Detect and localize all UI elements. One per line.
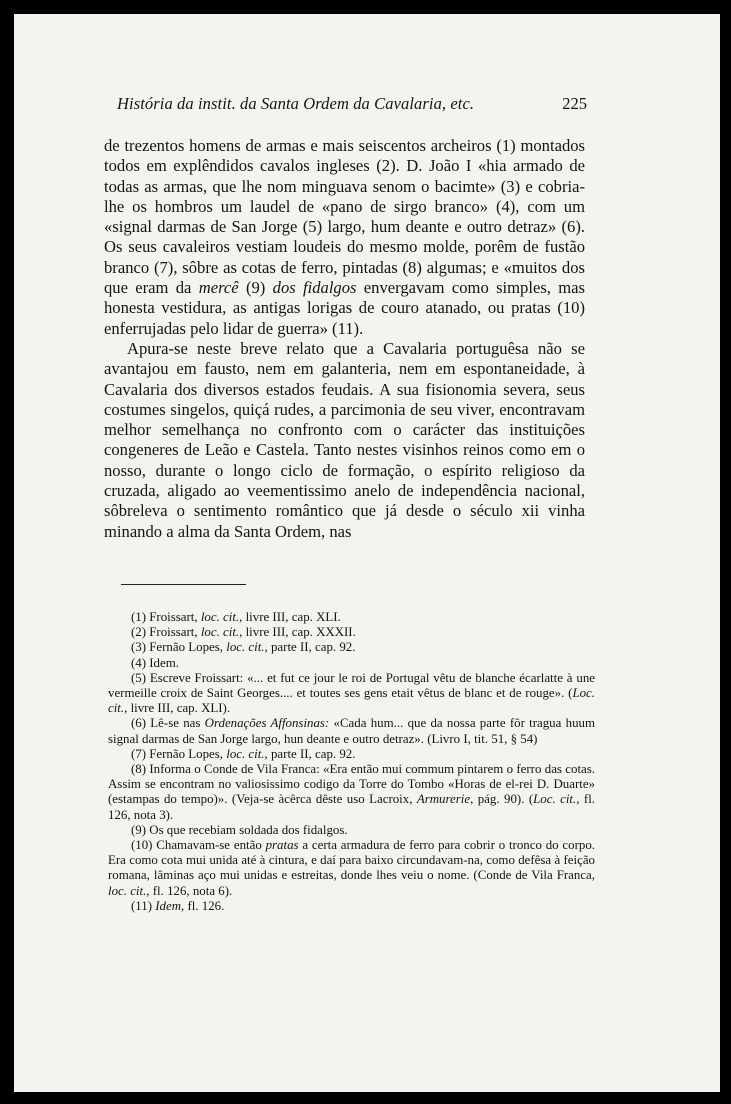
italic-text: loc. cit.,	[200, 625, 243, 640]
page-number: 225	[562, 94, 587, 113]
footnote: (8) Informa o Conde de Vila Franca: «Era então mui commum pintarem o ferro das cotas. Assim se encontram no valiosissimo codigo da Torre do Tombo «Horas de el-rei D. Duarte» (estampas do tempo)». (Veja-se àcêrca dêste uso Lacroix, Armurerie, pág. 90). (Loc. cit., fl. 126, nota 3).	[108, 762, 595, 822]
italic-text: Ordenações Affonsinas:	[204, 716, 330, 731]
main-text	[104, 136, 585, 542]
footnote-divider	[121, 584, 246, 585]
italic-text: Idem,	[155, 898, 185, 913]
footnotes	[108, 610, 595, 914]
italic-text: Loc. cit.,	[108, 686, 595, 716]
footnote: (3) Fernão Lopes, loc. cit., parte II, cap. 92.	[131, 640, 356, 655]
paragraph-1: de trezentos homens de armas e mais seiscentos archeiros (1) montados todos em explêndidos cavalos ingleses (2). D. João I «hia armado de todas as armas, que lhe nom minguava senom o bacimte» (3) e cobria-lhe os hombros um laudel de «pano de sirgo branco» (4), com um «signal darmas de San Jorge (5) largo, hum deante e outro detraz» (6). Os seus cavaleiros vestiam loudeis do mesmo molde, porêm de fustão branco (7), sôbre as cotas de ferro, pintadas (8) algumas; e «muitos dos que eram da mercê (9) dos fidalgos envergavam como simples, mas honesta vestidura, as antigas lorigas de couro atanado, ou pratas (10) enferrujadas pelo lidar de guerra» (11).	[104, 136, 585, 338]
italic-text: Loc. cit.,	[533, 792, 580, 807]
book-page	[14, 14, 720, 1092]
italic-text: loc. cit.,	[200, 610, 243, 624]
footnote: (7) Fernão Lopes, loc. cit., parte II, cap. 92.	[131, 746, 356, 761]
italic-text: Armurerie,	[416, 792, 474, 807]
italic-text: mercê	[198, 278, 239, 298]
paragraph-2: Apura-se neste breve relato que a Cavalaria portuguêsa não se avantajou em fausto, nem em galanteria, nem em espontaneidade, à Cavalaria dos diversos estados feudais. A sua fisionomia severa, seus costumes singelos, quiçá rudes, a parcimonia de seu viver, encontravam melhor semelhança no confronto com o carácter das instituições congeneres de Leão e Castela. Tanto nestes visinhos reinos como em o nosso, durante o longo ciclo de formação, o espírito religioso da cruzada, aligado ao veementissimo anelo de independência nacional, sôbreleva o sentimento romântico que já desde o século xii vinha minando a alma da Santa Ordem, nas	[104, 338, 585, 541]
footnote: (1) Froissart, loc. cit., livre III, cap. XLI.	[131, 610, 341, 624]
running-header	[117, 94, 587, 118]
footnote: (2) Froissart, loc. cit., livre III, cap. XXXII.	[131, 625, 356, 640]
footnote: (10) Chamavam-se então pratas a certa armadura de ferro para cobrir o tronco do corpo. Era como cota mui unida até à cintura, e daí para baixo circundavam-na, como defêsa à feição romana, lâminas aço mui unidas e estreitas, donde lhes veiu o nome. (Conde de Vila Franca, loc. cit., fl. 126, nota 6).	[108, 838, 596, 898]
footnote: (4) Idem.	[131, 655, 179, 670]
italic-text: loc. cit.,	[108, 883, 150, 898]
italic-text: loc. cit.,	[226, 746, 268, 761]
footnote: (6) Lê-se nas Ordenações Affonsinas: «Cada hum... que da nossa parte fôr tragua huum signal darmas de San Jorge largo, hun deante e outro detraz». (Livro I, tit. 51, § 54)	[108, 716, 595, 746]
italic-text: loc. cit.,	[226, 640, 268, 655]
footnote: (9) Os que recebiam soldada dos fidalgos.	[131, 822, 348, 837]
running-title: História da instit. da Santa Ordem da Cavalaria, etc.	[117, 94, 475, 113]
italic-text: pratas	[265, 838, 299, 853]
italic-text: dos fidalgos	[272, 278, 357, 298]
footnote: (5) Escreve Froissart: «... et fut ce jour le roi de Portugal vêtu de blanche écarlatte à une vermeille croix de Saint Georges.... et toutes ses gens etait vêtus de blanc et de rouge». (Loc. cit., livre III, cap. XLI).	[108, 670, 595, 716]
footnote: (11) Idem, fl. 126.	[131, 898, 225, 913]
